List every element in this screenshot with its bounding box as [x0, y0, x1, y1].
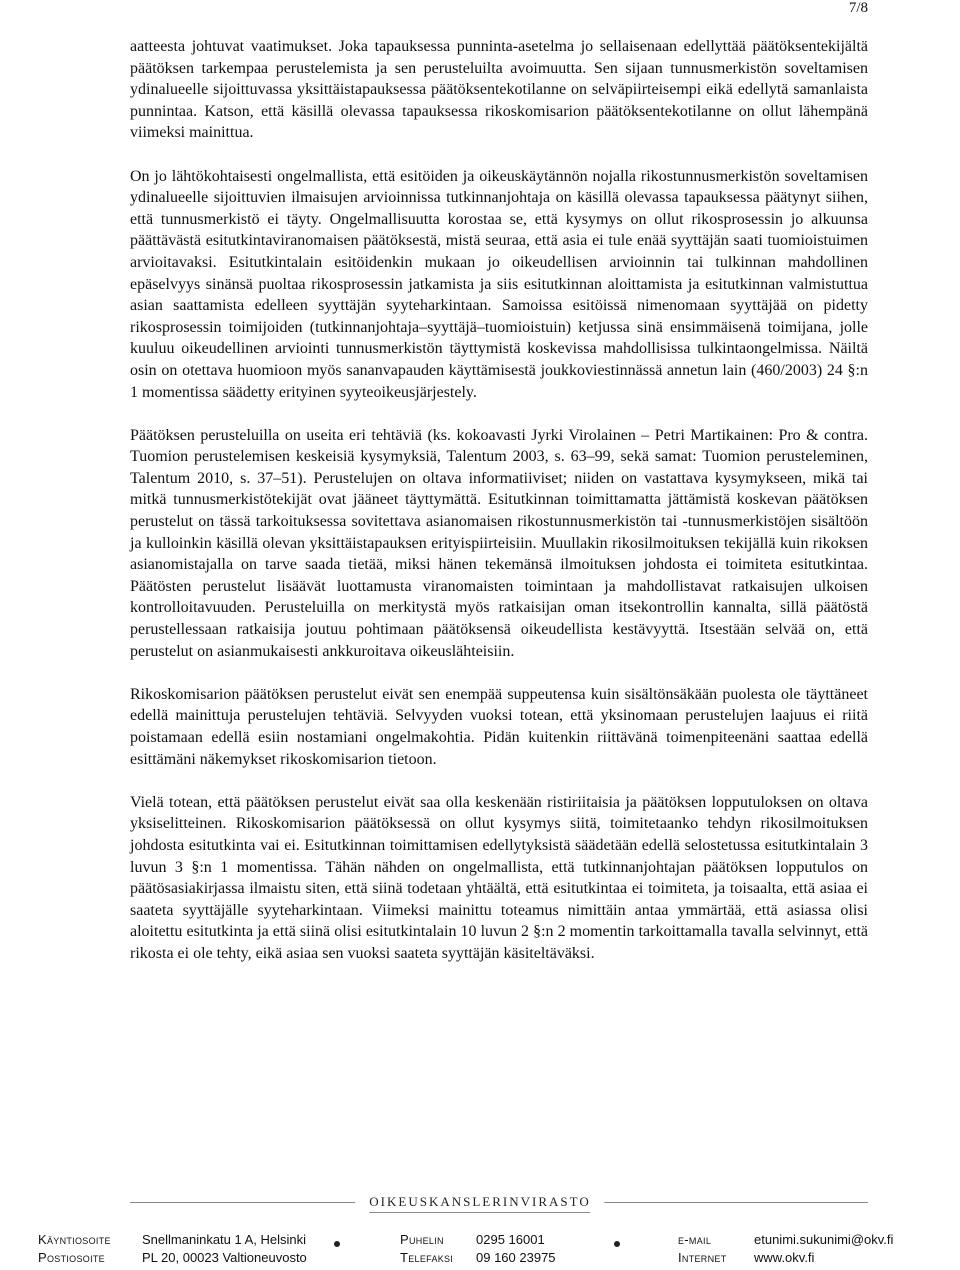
document-body	[130, 36, 868, 986]
paragraph: Vielä totean, että päätöksen perustelut eivät saa olla keskenään ristiriitaisia ja päätöksen lopputuloksen on oltava yksiselitteinen. Rikoskomisarion päätöksessä on ollut kysymys siitä, toimitetaanko tehdyn rikosilmoituksen johdosta esitutkinta vai ei. Esitutkinnan toimittamisen edellytyksistä säädetään edellä selostetussa esitutkintalain 3 luvun 3 §:n 1 momentissa. Tähän nähden on ongelmallista, että tutkinnanjohtajan päätöksen lopputulos on päätösasiakirjassa ilmaistu siten, että siinä todetaan yhtäältä, että esitutkintaa ei toimiteta, ja toisaalta, että asiaa ei saateta syyttäjälle syyteharkintaan. Viimeksi mainittu toteamus nimittäin antaa ymmärtää, että asiassa olisi aloitettu esitutkinta ja että siinä olisi esitutkintalain 10 luvun 2 §:n 2 momentin tarkoittamalla tavalla selvinnyt, että rikosta ei ole tehty, eikä asiaa sen vuoksi saateta syyttäjän käsiteltäväksi.	[130, 793, 868, 962]
paragraph: Rikoskomisarion päätöksen perustelut eivät sen enempää suppeutensa kuin sisältönsäkään puolesta ole täyttäneet edellä mainittuja perustelujen tehtäviä. Selvyyden vuoksi totean, että yksinomaan perustelujen laajuus ei riitä poistamaan edellä esiin nostamiani ongelmakohtia. Pidän kuitenkin riittävänä toimenpiteenäni saattaa edellä esittämäni näkemykset rikoskomisarion tietoon.	[130, 685, 868, 768]
paragraph: Päätöksen perusteluilla on useita eri tehtäviä (ks. kokoavasti Jyrki Virolainen – Petri Martikainen: Pro & contra. Tuomion perustelemisen keskeisiä kysymyksiä, Talentum 2003, s. 63–99, sekä samat: Tuomion perusteleminen, Talentum 2010, s. 37–51). Perustelujen on oltava informatiiviset; niiden on vastattava kysymykseen, mikä tai mitkä tunnusmerkistötekijät ovat jääneet täyttymättä. Esitutkinnan toimittamatta jättämistä koskevan päätöksen perustelut on tässä tarkoituksessa sovitettava asianomaisen rikostunnusmerkistön tai -tunnusmerkistöjen sisältöön ja kulloinkin käsillä olevan yksittäistapauksen erityispiirteisiin. Muullakin rikosilmoituksen tekijällä kuin rikoksen asianomistajalla on tarve saada tietää, miksi hänen tekemänsä ilmoituksen johdosta ei toimiteta esitutkintaa. Päätösten perustelut lisäävät luottamusta viranomaisten toimintaan ja mahdollistavat ratkaisujen ulkoisen kontrolloitavuuden. Perusteluilla on merkitystä myös ratkaisijan oman itsekontrollin kannalta, sillä päätöstä perustellessaan ratkaisija joutuu pohtimaan päätöksensä oikeudellista kestävyyttä. Itsestään selvää on, että perustelut on asianmukaisesti ankkuroitava oikeuslähteisiin.	[130, 426, 868, 660]
organization-logo: OIKEUSKANSLERINVIRASTO	[355, 1194, 604, 1213]
paragraph: aatteesta johtuvat vaatimukset. Joka tapauksessa punninta-asetelma jo sellaisenaan edellyttää päätöksentekijältä päätöksen tarkempaa perustelemista ja sen perusteluilta avoimuutta. Sen sijaan tunnusmerkistön soveltamisen ydinalueelle sijoittuvassa yksittäistapauksessa päätöksentekotilanne on selväpiirteisempi eikä edellytä samanlaista punnintaa. Katson, että käsillä olevassa tapauksessa rikoskomisarion päätöksentekotilanne on ollut lähempänä viimeksi mainittua.	[130, 38, 868, 142]
postal-address-label: Postiosoite	[38, 1250, 105, 1265]
fax-label: Telefaksi	[400, 1250, 454, 1265]
footer-row-1	[38, 1232, 928, 1252]
email-value[interactable]: etunimi.sukunimi@okv.fi	[754, 1232, 894, 1247]
website-link[interactable]: www.okv.fi	[754, 1250, 815, 1265]
bullet-icon	[334, 1241, 340, 1247]
page-number: 7/8	[848, 0, 868, 16]
phone-value: 0295 16001	[476, 1232, 545, 1247]
fax-value: 09 160 23975	[476, 1250, 556, 1265]
email-label: e-mail	[678, 1232, 712, 1247]
bullet-icon	[614, 1241, 620, 1247]
visiting-address-value: Snellmaninkatu 1 A, Helsinki	[142, 1232, 307, 1247]
postal-address-value: PL 20, 00023 Valtioneuvosto	[142, 1250, 307, 1265]
paragraph: On jo lähtökohtaisesti ongelmallista, että esitöiden ja oikeuskäytännön nojalla rikostunnusmerkistön soveltamisen ydinalueelle sijoittuvien ilmaisujen arvioinnissa tutkinnanjohtaja on käsillä olevassa tapauksessa päätynyt siihen, että tunnusmerkistö ei täyty. Ongelmallisuutta korostaa se, että kysymys on ollut rikosprosessin jo alkuunsa päättävästä esitutkintaviranomaisen päätöksestä, mistä seuraa, että asia ei tule enää syyttäjän saati tuomioistuimen arvioitavaksi. Esitutkintalain esitöidenkin mukaan jo oikeudellisen arvioinnin tai tulkinnan mahdollinen epäselvyys sinänsä puoltaa rikosprosessin jatkamista ja siis esitutkinnan aloittamista ja esitutkinnan valmistuttua asian saattamista edelleen syyttäjän syyteharkintaan. Samoissa esitöissä nimenomaan syyttäjää on pidetty rikosprosessin toimijoiden (tutkinnanjohtaja–syyttäjä–tuomioistuin) ketjussa sinä ensimmäisenä toimijana, jolle kuuluu oikeudellinen arviointi tunnusmerkistön täyttymistä koskevissa mahdollisissa tulkintaongelmissa. Näiltä osin on otettava huomioon myös sananvapauden käyttämisestä joukkoviestinnässä annetun lain (460/2003) 24 §:n 1 momentissa säädetty erityinen syyteoikeusjärjestely.	[130, 167, 868, 401]
footer-row-2	[38, 1250, 928, 1270]
phone-label: Puhelin	[400, 1232, 444, 1247]
visiting-address-label: Käyntiosoite	[38, 1232, 111, 1247]
internet-label: Internet	[678, 1250, 727, 1265]
